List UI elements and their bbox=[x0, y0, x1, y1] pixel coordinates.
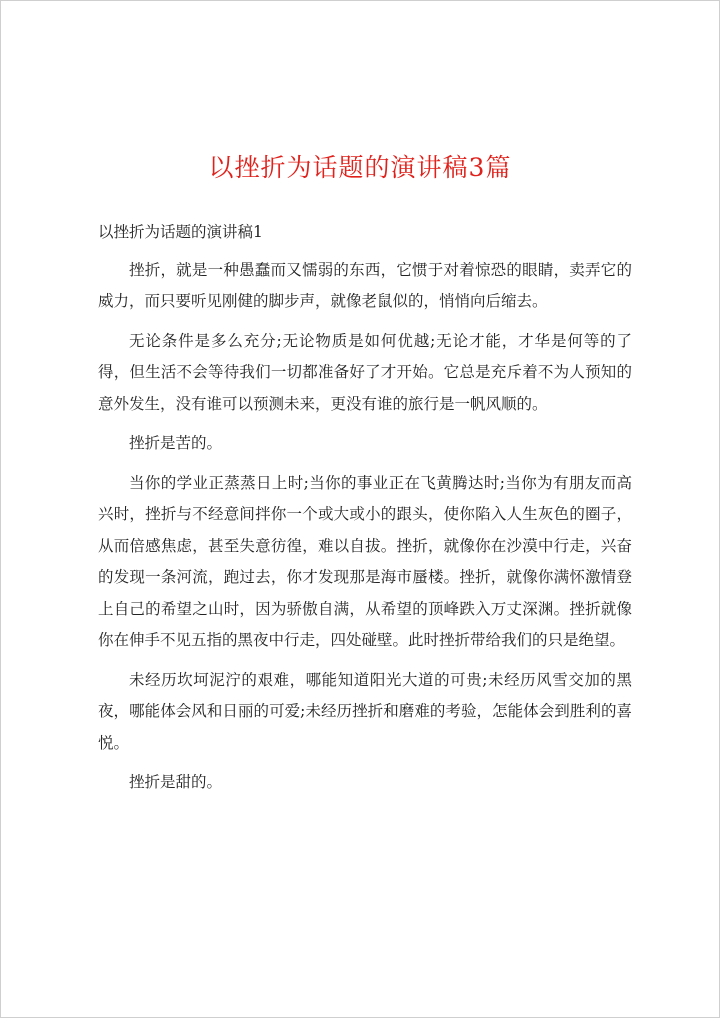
document-body bbox=[98, 217, 632, 807]
paragraph: 当你的学业正蒸蒸日上时;当你的事业正在飞黄腾达时;当你为有朋友而高兴时，挫折与不经意间拌你一个或大或小的跟头，使你陷入人生灰色的圈子，从而倍感焦虑，甚至失意彷徨，难以自拔。挫折，就像你在沙漠中行走，兴奋的发现一条河流，跑过去，你才发现那是海市蜃楼。挫折，就像你满怀激情登上自己的希望之山时，因为骄傲自满，从希望的顶峰跌入万丈深渊。挫折就像你在伸手不见五指的黑夜中行走，四处碰壁。此时挫折带给我们的只是绝望。 bbox=[98, 473, 632, 649]
paragraph: 无论条件是多么充分;无论物质是如何优越;无论才能，才华是何等的了得，但生活不会等待我们一切都准备好了才开始。它总是充斥着不为人预知的意外发生，没有谁可以预测未来，更没有谁的旅行是一帆风顺的。 bbox=[98, 331, 632, 413]
paragraph: 未经历坎坷泥泞的艰难，哪能知道阳光大道的可贵;未经历风雪交加的黑夜，哪能体会风和日丽的可爱;未经历挫折和磨难的考验，怎能体会到胜利的喜悦。 bbox=[98, 670, 632, 752]
paragraph: 挫折是甜的。 bbox=[129, 773, 223, 791]
paragraph: 挫折，就是一种愚蠢而又懦弱的东西，它惯于对着惊恐的眼睛，卖弄它的威力，而只要听见刚健的脚步声，就像老鼠似的，悄悄向后缩去。 bbox=[98, 260, 632, 310]
section-heading: 以挫折为话题的演讲稿1 bbox=[98, 223, 263, 241]
paragraph: 挫折是苦的。 bbox=[129, 434, 223, 452]
document-title: 以挫折为话题的演讲稿3篇 bbox=[208, 153, 512, 182]
